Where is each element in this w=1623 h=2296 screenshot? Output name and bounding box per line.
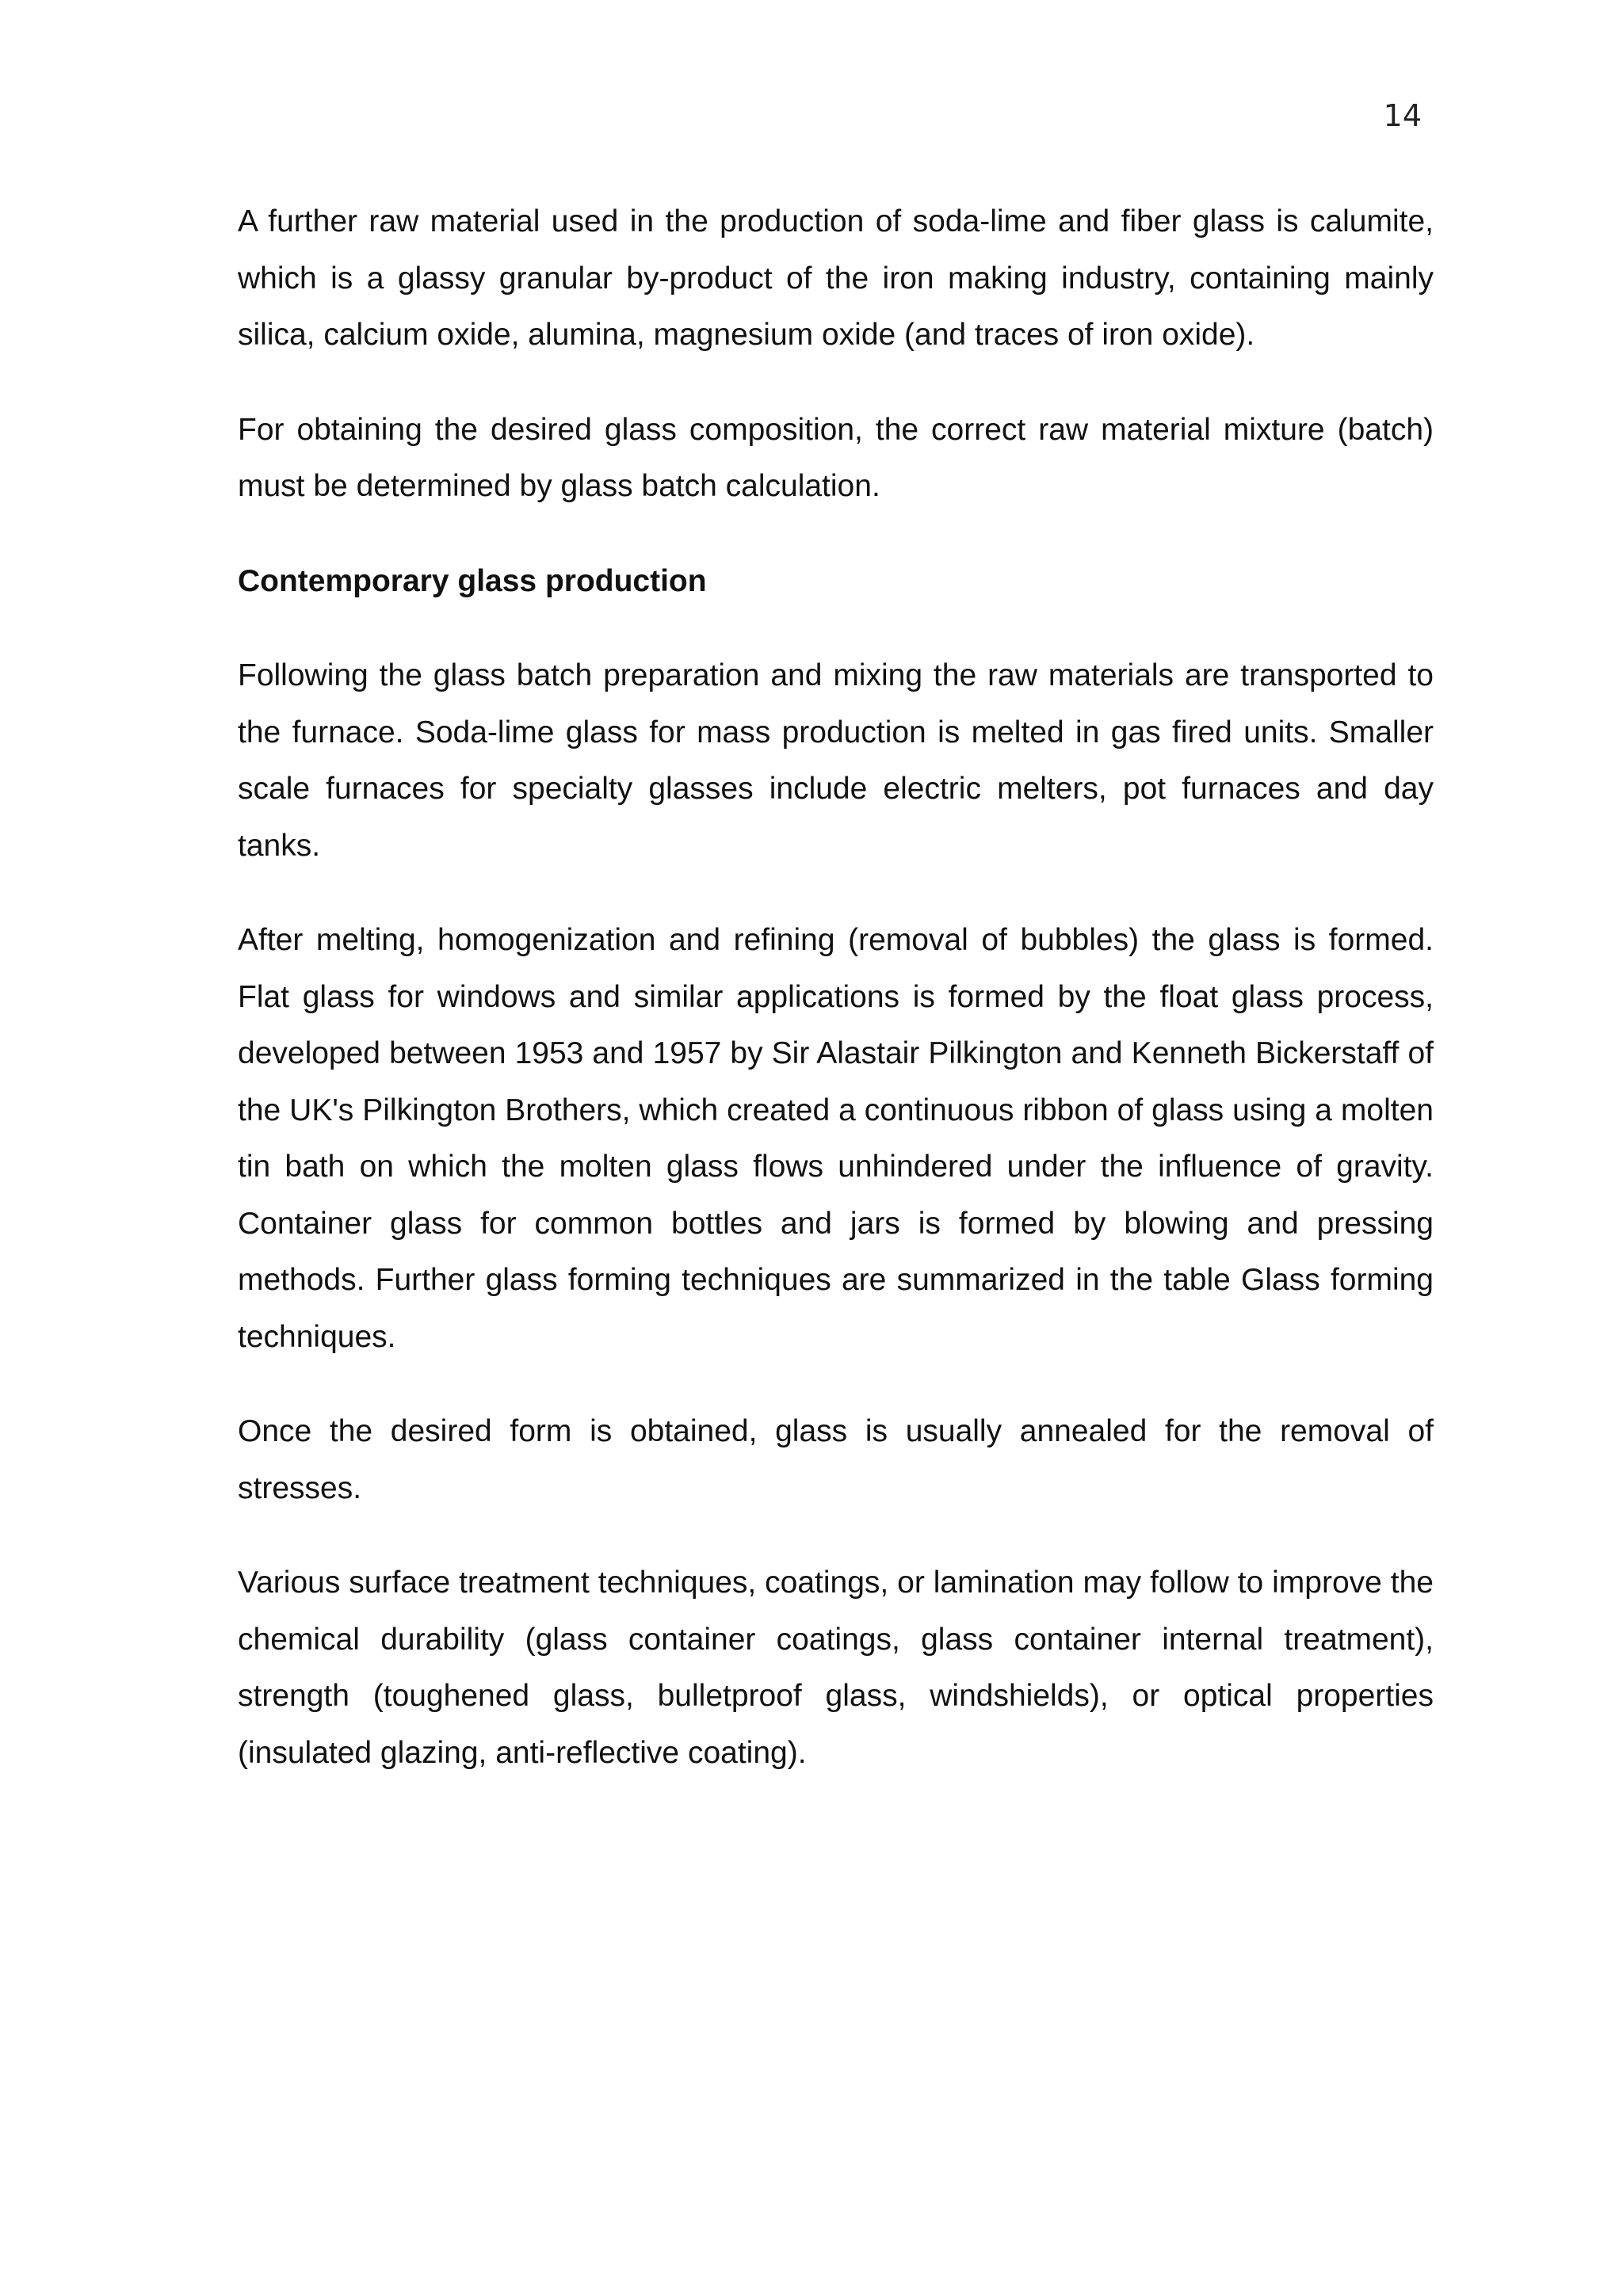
paragraph-batch-calculation: For obtaining the desired glass composition, the correct raw material mixture (batch) must be determined by glass batch calculation.	[238, 412, 1434, 503]
section-heading: Contemporary glass production	[238, 563, 707, 598]
paragraph-annealing: Once the desired form is obtained, glass is usually annealed for the removal of stresses.	[238, 1414, 1434, 1505]
paragraph-furnace: Following the glass batch preparation and mixing the raw materials are transported to the furnace. Soda-lime glass for mass production is melted in gas fired units. Smaller scale furnaces for specialty glasses include electric melters, pot furnaces and day tanks.	[238, 658, 1434, 863]
paragraph-surface-treatment: Various surface treatment techniques, coatings, or lamination may follow to improve the chemical durability (glass container coatings, glass container internal treatment), strength (toughened glass, bulletproof glass, windshields), or optical properties (insulated glazing, anti-reflective coating).	[238, 1566, 1434, 1770]
paragraph-forming: After melting, homogenization and refining (removal of bubbles) the glass is formed. Flat glass for windows and similar applications is formed by the float glass process, developed between 1953 and 1957 by Sir Alastair Pilkington and Kenneth Bickerstaff of the UK's Pilkington Brothers, which created a continuous ribbon of glass using a molten tin bath on which the molten glass flows unhindered under the influence of gravity. Container glass for common bottles and jars is formed by blowing and pressing methods. Further glass forming techniques are summarized in the table Glass forming techniques.	[238, 923, 1434, 1354]
page-number: 14	[1383, 98, 1422, 133]
paragraph-calumite: A further raw material used in the production of soda-lime and fiber glass is calumite, which is a glassy granular by-product of the iron making industry, containing mainly silica, calcium oxide, alumina, magnesium oxide (and traces of iron oxide).	[238, 204, 1434, 352]
document-body	[238, 193, 1434, 1819]
